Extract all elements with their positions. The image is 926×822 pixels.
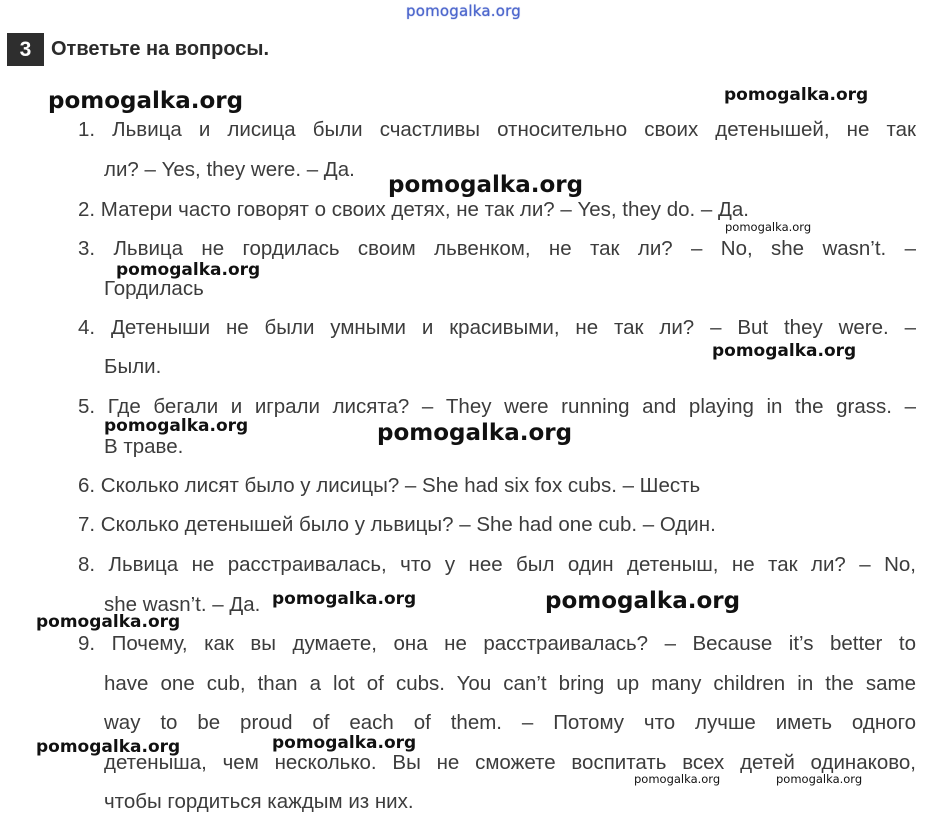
answer-8-line-1: 8. Львица не расстраивалась, что у нее был один детеныш, не так ли? – No, [78, 553, 916, 576]
answer-9-line-2: have one cub, than a lot of cubs. You can’t bring up many children in the same [104, 672, 916, 695]
answer-6-line-1: 6. Сколько лисят было у лисицы? – She had six fox cubs. – Шесть [78, 474, 701, 497]
answer-9-line-5: чтобы гордиться каждым из них. [104, 790, 414, 813]
watermark: pomogalka.org [272, 589, 417, 609]
watermark: pomogalka.org [724, 85, 869, 105]
answer-1-line-2: ли? – Yes, they were. – Да. [104, 158, 355, 181]
watermark: pomogalka.org [712, 341, 857, 361]
watermark: pomogalka.org [545, 588, 741, 614]
answer-4-line-2: Были. [104, 355, 162, 378]
answer-9-line-4: детеныша, чем несколько. Вы не сможете воспитать всех детей одинаково, [104, 751, 916, 774]
answer-4-line-1: 4. Детеныши не были умными и красивыми, не так ли? – But they were. – [78, 316, 916, 339]
watermark: pomogalka.org [776, 772, 863, 786]
answer-3-line-2: Гордилась [104, 277, 204, 300]
watermark: pomogalka.org [116, 260, 261, 280]
watermark-top: pomogalka.org [406, 2, 521, 20]
watermark: pomogalka.org [725, 220, 812, 234]
answer-8-line-2: she wasn’t. – Да. [104, 593, 261, 616]
watermark: pomogalka.org [104, 416, 249, 436]
answer-9-line-3: way to be proud of each of them. – Потому что лучше иметь одного [104, 711, 916, 734]
task-title: Ответьте на вопросы. [51, 38, 270, 60]
task-header [7, 33, 269, 66]
watermark: pomogalka.org [377, 420, 573, 446]
answer-5-line-1: 5. Где бегали и играли лисята? – They were running and playing in the grass. – [78, 395, 916, 418]
watermark: pomogalka.org [272, 733, 417, 753]
answer-9-line-1: 9. Почему, как вы думаете, она не расстраивалась? – Because it’s better to [78, 632, 916, 655]
answer-2-line-1: 2. Матери часто говорят о своих детях, не так ли? – Yes, they do. – Да. [78, 198, 750, 221]
watermark: pomogalka.org [634, 772, 721, 786]
answer-7-line-1: 7. Сколько детенышей было у львицы? – She had one cub. – Один. [78, 513, 716, 536]
answer-3-line-1: 3. Львица не гордилась своим львенком, не так ли? – No, she wasn’t. – [78, 237, 916, 260]
answer-1-line-1: 1. Львица и лисица были счастливы относительно своих детенышей, не так [78, 118, 916, 141]
answer-5-line-2: В траве. [104, 435, 184, 458]
watermark: pomogalka.org [388, 172, 584, 198]
task-number-badge: 3 [7, 33, 44, 66]
watermark: pomogalka.org [36, 737, 181, 757]
watermark: pomogalka.org [48, 88, 244, 114]
watermark: pomogalka.org [36, 612, 181, 632]
